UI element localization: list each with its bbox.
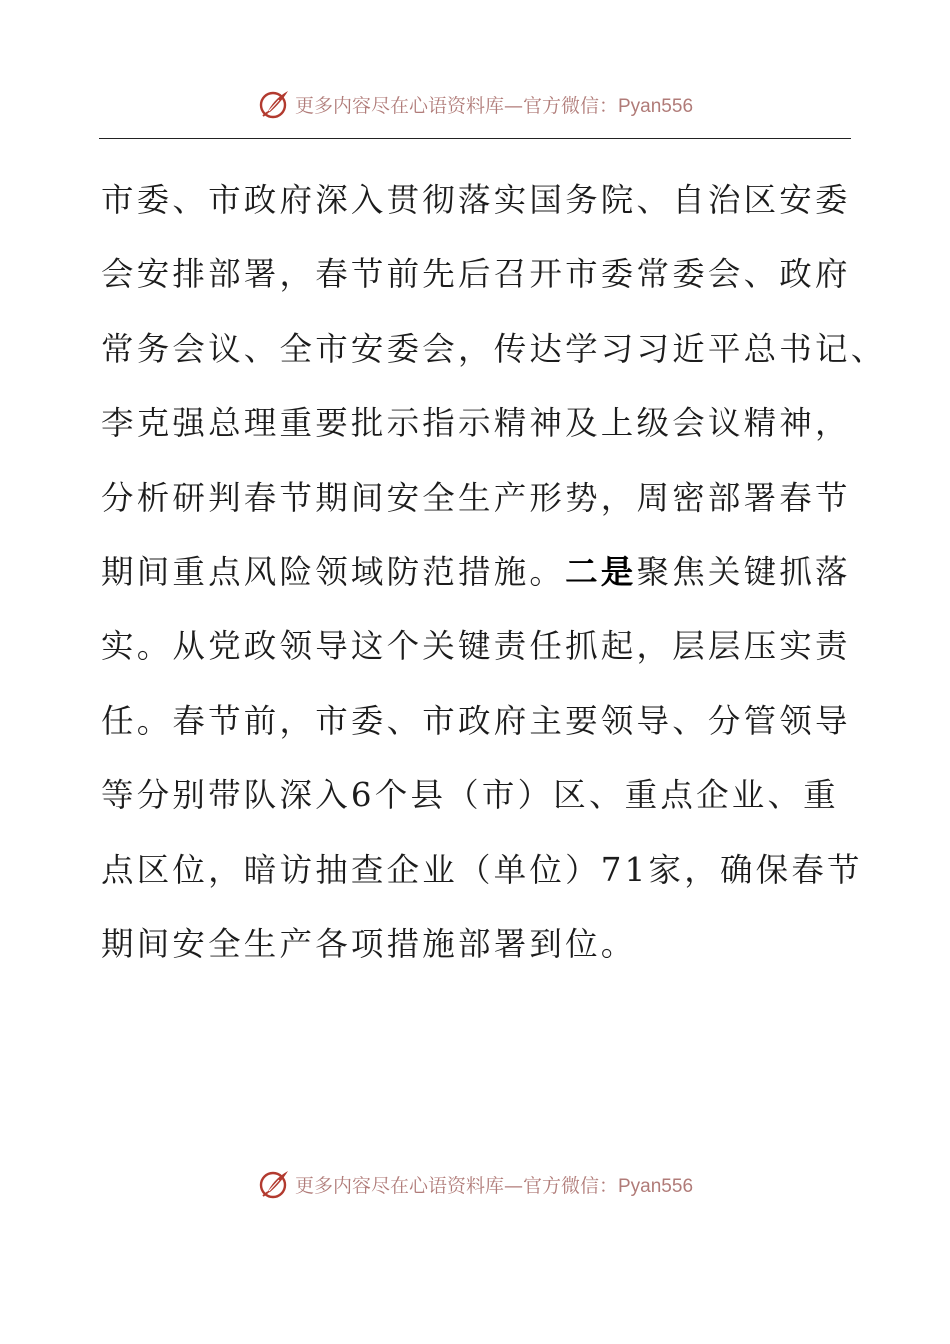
document-body	[101, 168, 891, 986]
body-line: 分析研判春节期间安全生产形势，周密部署春节	[101, 478, 851, 517]
body-line: 常务会议、全市安委会，传达学习习近平总书记、	[101, 329, 887, 368]
body-line: 任。春节前，市委、市政府主要领导、分管领导	[101, 701, 851, 740]
footer-banner-wechat: Pyan556	[618, 1175, 694, 1197]
body-line-text: 期间重点风险领域防范措施。	[101, 552, 566, 591]
header-banner-prefix: 更多内容尽在心语资料库—官方微信：	[294, 94, 618, 117]
body-line-mixed	[101, 540, 891, 614]
quill-logo-icon	[257, 87, 291, 121]
body-line: 点区位，暗访抽查企业（单位）71家，确保春节	[101, 850, 863, 889]
body-line-tail: 聚焦关键抓落	[636, 552, 851, 591]
body-line: 会安排部署，春节前先后召开市委常委会、政府	[101, 255, 851, 294]
footer-banner-text	[295, 1171, 693, 1198]
bold-lead: 二是	[565, 551, 637, 591]
header-banner-text	[295, 91, 693, 118]
body-line: 期间安全生产各项措施部署到位。	[101, 924, 637, 963]
quill-logo-icon	[257, 1167, 291, 1201]
header-divider	[99, 138, 851, 139]
header-banner-wechat: Pyan556	[618, 95, 694, 117]
body-line: 等分别带队深入6个县（市）区、重点企业、重	[101, 776, 839, 815]
body-line: 市委、市政府深入贯彻落实国务院、自治区安委	[101, 181, 851, 219]
header-banner	[0, 84, 950, 124]
body-line: 实。从党政领导这个关键责任抓起，层层压实责	[101, 627, 851, 666]
footer-banner	[0, 1164, 950, 1204]
body-line: 李克强总理重要批示指示精神及上级会议精神，	[101, 404, 851, 443]
footer-banner-prefix: 更多内容尽在心语资料库—官方微信：	[294, 1174, 618, 1197]
